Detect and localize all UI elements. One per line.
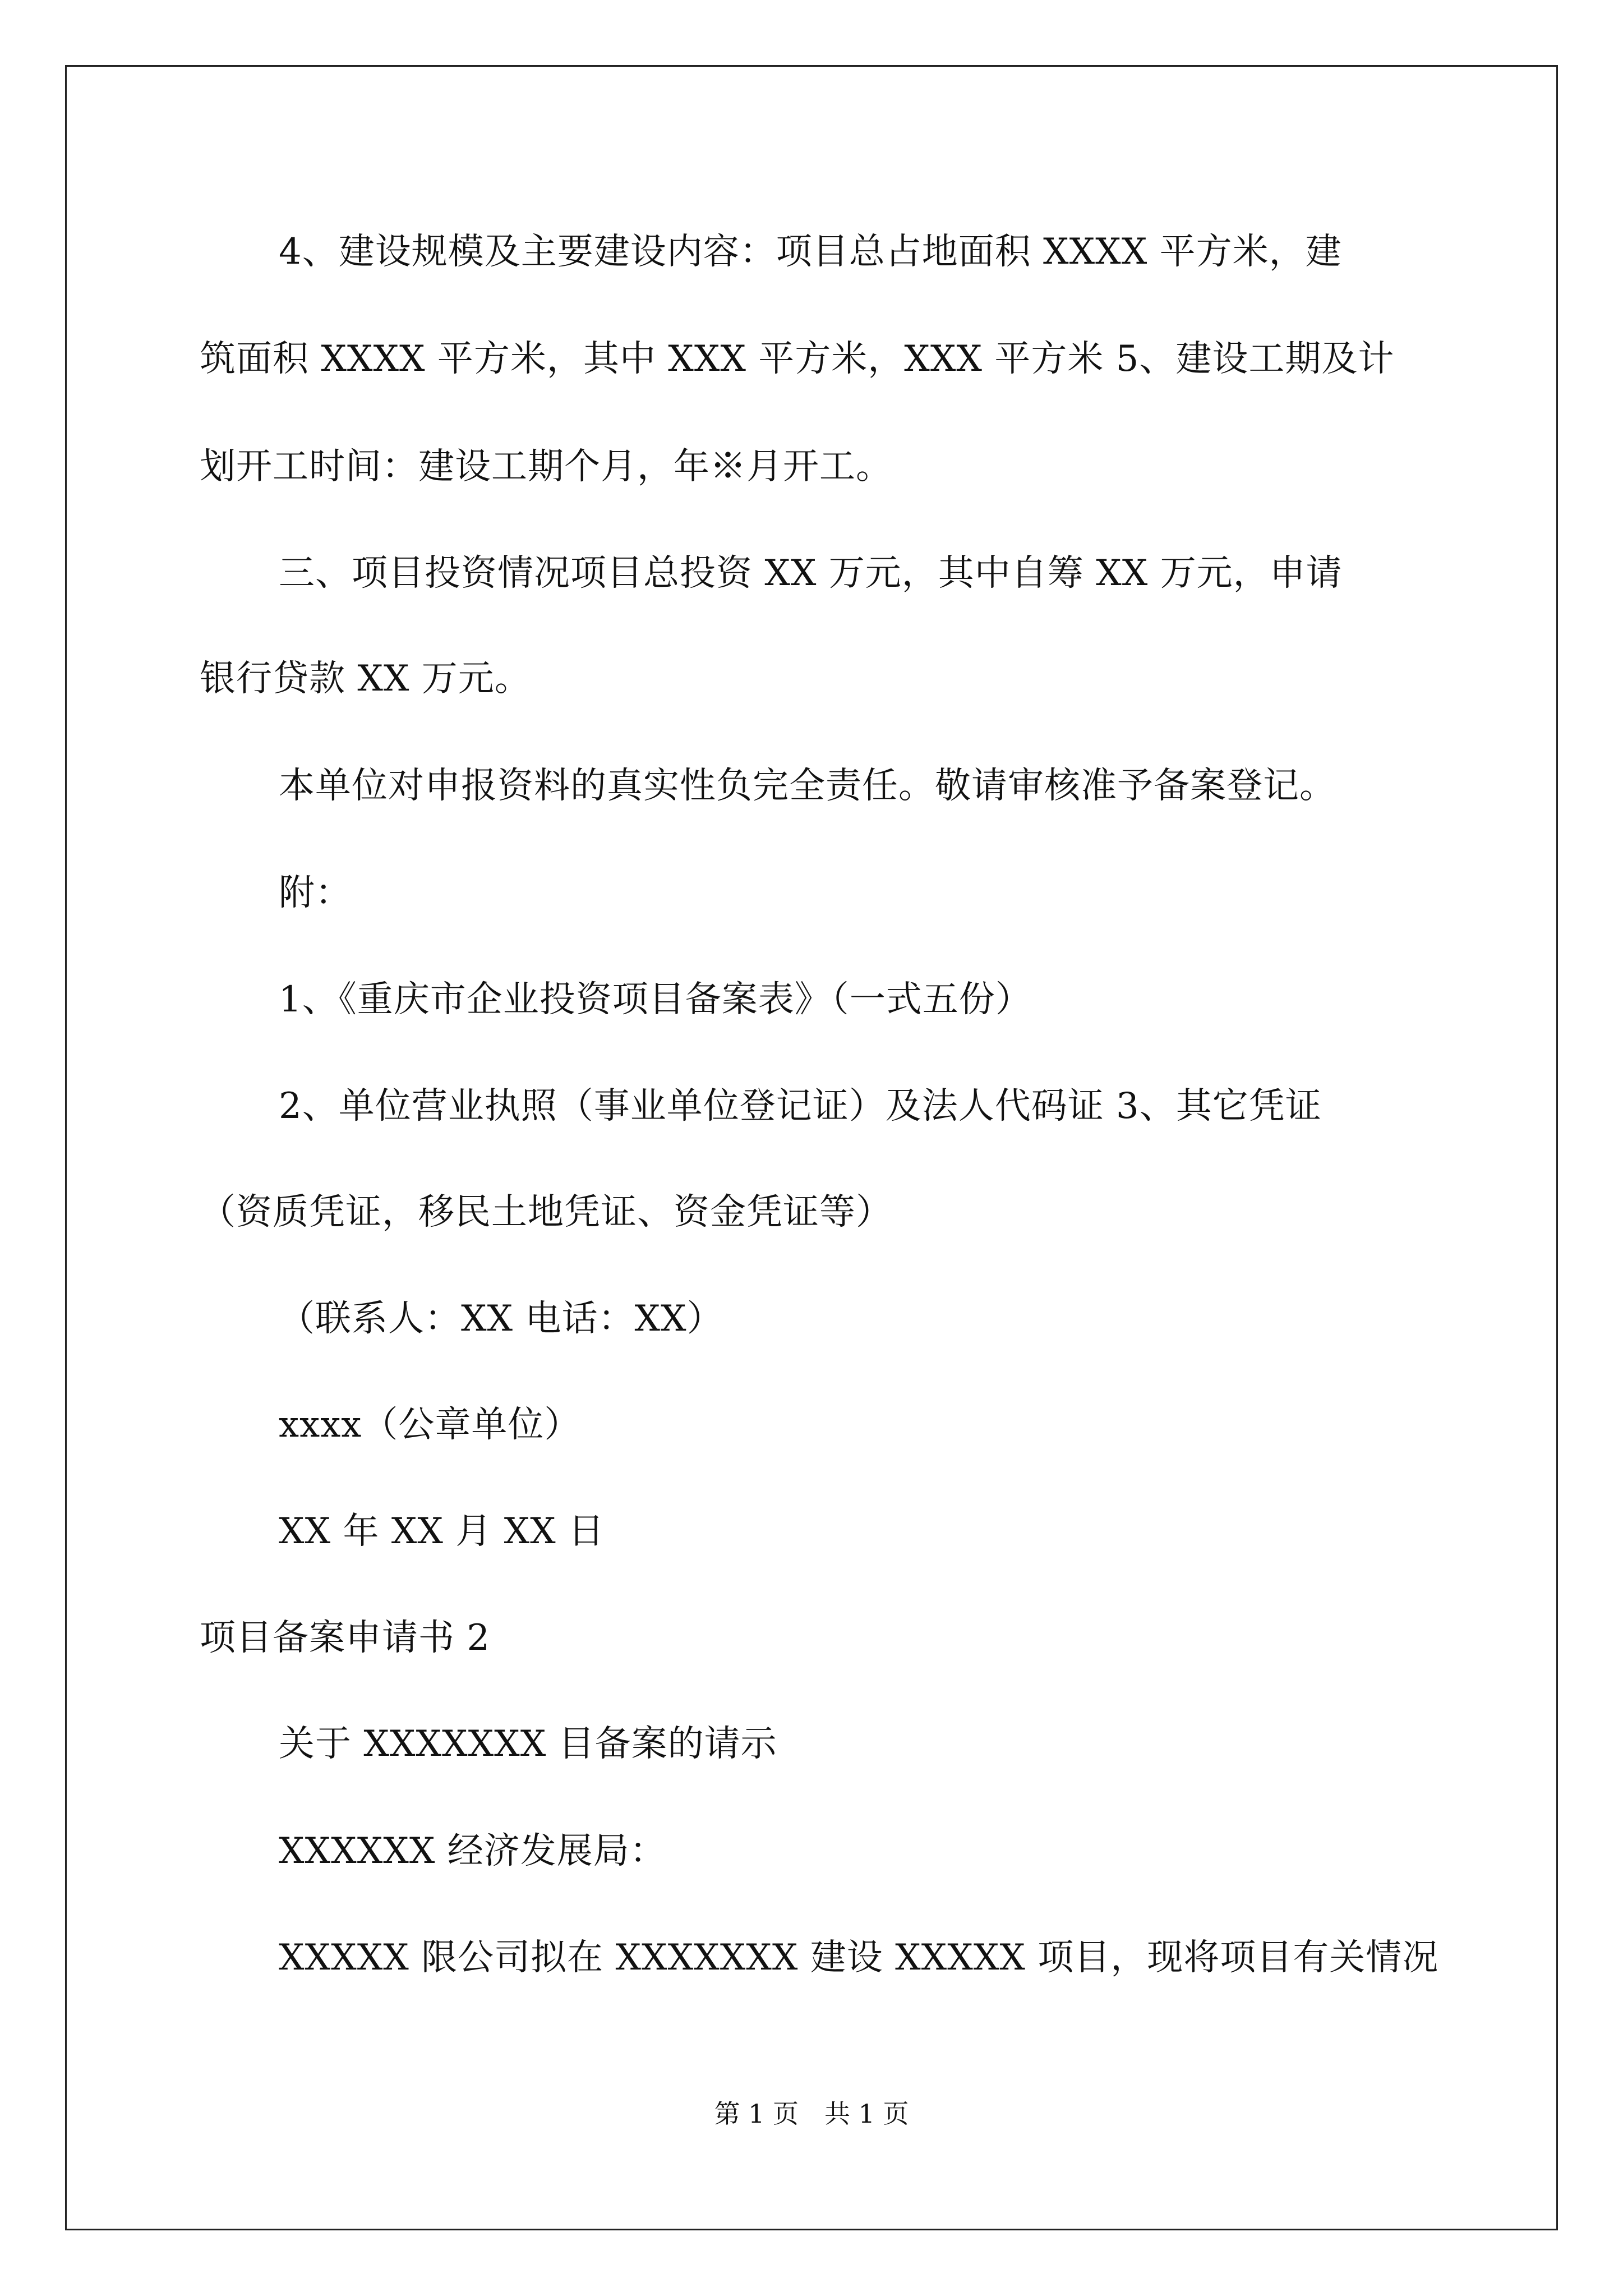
paragraph-line: 附： [279,872,352,914]
paragraph-line: xxxx（公章单位） [279,1404,581,1446]
paragraph-line: 三、项目投资情况项目总投资 XX 万元，其中自筹 XX 万元，申请 [279,553,1343,594]
paragraph-line: 筑面积 XXXX 平方米，其中 XXX 平方米，XXX 平方米 5、建设工期及计 [200,338,1395,380]
paragraph-line: 关于 XXXXXXX 目备案的请示 [279,1723,777,1765]
paragraph-line: 银行贷款 XX 万元。 [200,658,531,700]
paragraph-line: XXXXX 限公司拟在 XXXXXXX 建设 XXXXX 项目，现将项目有关情况 [279,1937,1439,1978]
page-border [65,65,1558,2230]
date-line: XX 年 XX 月 XX 日 [279,1511,605,1552]
section-heading: 项目备案申请书 2 [200,1617,491,1659]
paragraph-line: （资质凭证，移民土地凭证、资金凭证等） [200,1191,892,1233]
paragraph-line: （联系人：XX 电话：XX） [279,1298,723,1340]
page-number: 第 1 页 共 1 页 [714,2099,909,2129]
paragraph-line: 4、建设规模及主要建设内容：项目总占地面积 XXXX 平方米，建 [279,231,1342,273]
paragraph-line: 2、单位营业执照（事业单位登记证）及法人代码证 3、其它凭证 [279,1085,1322,1127]
paragraph-line: 划开工时间：建设工期个月，年※月开工。 [200,446,892,487]
paragraph-line: 1、《重庆市企业投资项目备案表》（一式五份） [279,979,1032,1020]
paragraph-line: 本单位对申报资料的真实性负完全责任。敬请审核准予备案登记。 [279,765,1336,807]
paragraph-line: XXXXXX 经济发展局： [279,1830,666,1872]
